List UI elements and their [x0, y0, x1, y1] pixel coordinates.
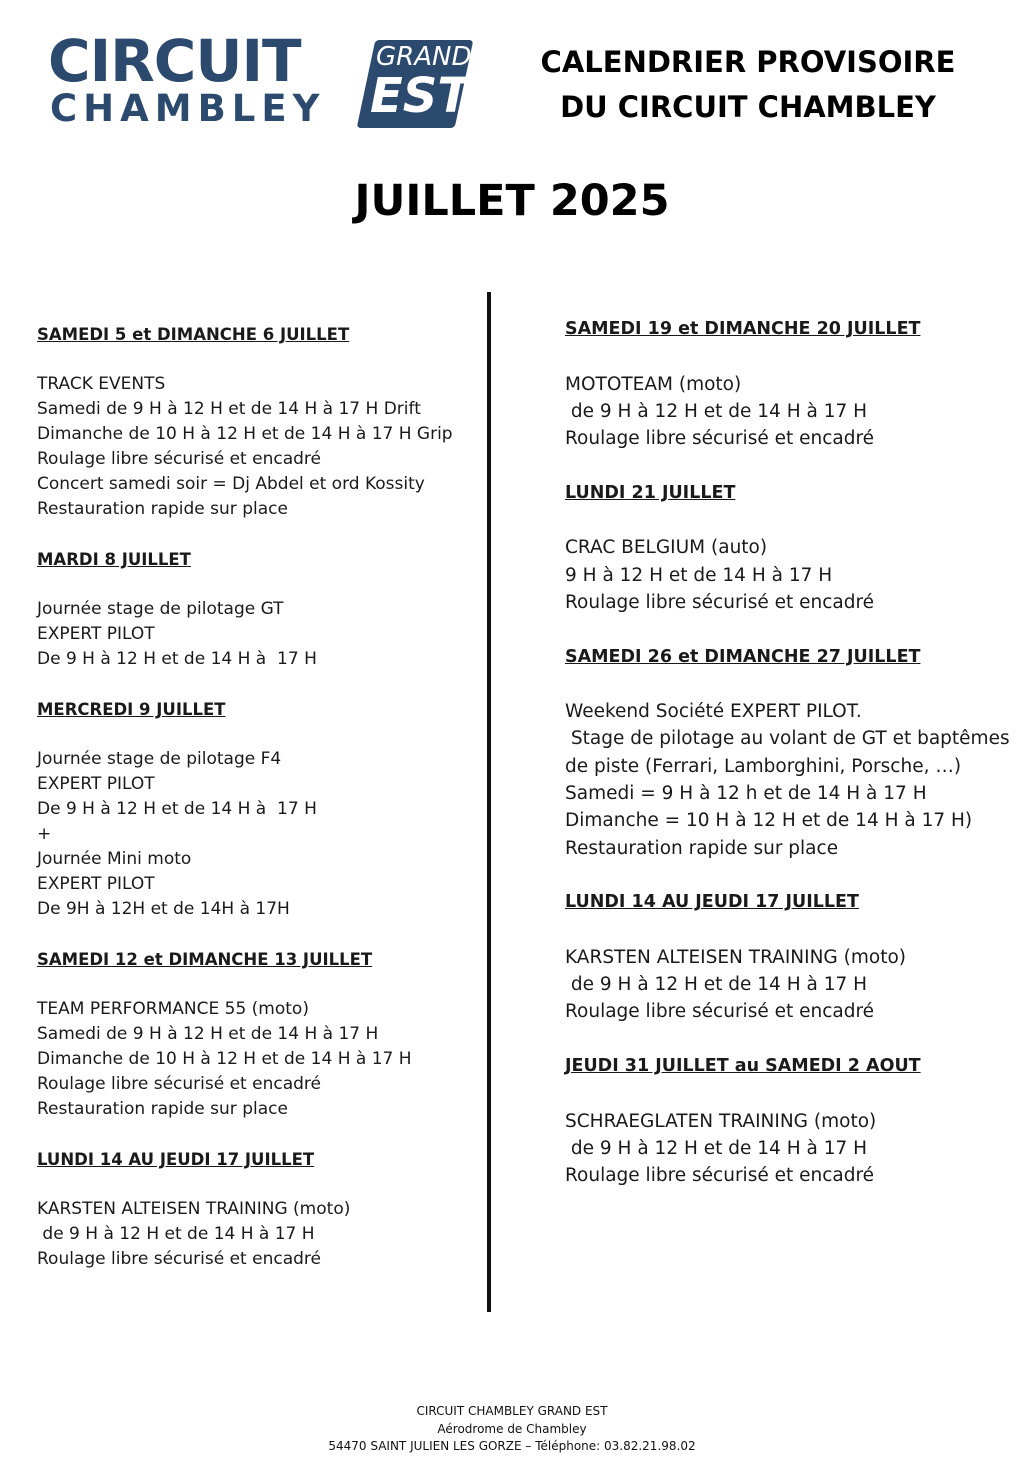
event-spacer: [37, 972, 477, 997]
logo-text-circuit: CIRCUIT: [48, 27, 301, 95]
event-detail-line: KARSTEN ALTEISEN TRAINING (moto): [37, 1199, 351, 1219]
event-spacer: [565, 616, 1005, 643]
event-spacer: [565, 862, 1005, 889]
left-column: [37, 322, 477, 1272]
event-spacer: [37, 522, 477, 547]
event-block: [37, 1147, 477, 1272]
event-detail-line: de 9 H à 12 H et de 14 H à 17 H: [565, 1137, 868, 1159]
event-detail-line: TEAM PERFORMANCE 55 (moto): [37, 999, 309, 1019]
event-detail-line: Dimanche = 10 H à 12 H et de 14 H à 17 H): [565, 810, 973, 832]
event-block: [565, 889, 1005, 1025]
event-block: [565, 1053, 1005, 1189]
event-block: [37, 547, 477, 672]
event-block: [565, 316, 1005, 452]
event-detail-line: Dimanche de 10 H à 12 H et de 14 H à 17 H Grip: [37, 424, 453, 444]
document-title-line-1: CALENDRIER PROVISOIRE: [540, 45, 956, 79]
event-detail-line: MOTOTEAM (moto): [565, 373, 742, 395]
event-detail-line: De 9 H à 12 H et de 14 H à 17 H: [37, 799, 317, 819]
event-detail-line: Roulage libre sécurisé et encadré: [565, 1001, 875, 1023]
event-detail-line: EXPERT PILOT: [37, 774, 155, 794]
event-block: [37, 697, 477, 922]
event-block: [565, 644, 1010, 862]
logo-text-grand: GRAND: [376, 42, 472, 72]
event-detail-line: SCHRAEGLATEN TRAINING (moto): [565, 1110, 877, 1132]
event-detail-line: de 9 H à 12 H et de 14 H à 17 H: [565, 400, 868, 422]
footer-line-1: CIRCUIT CHAMBLEY GRAND EST: [416, 1404, 608, 1418]
document-title-line-2: DU CIRCUIT CHAMBLEY: [560, 90, 936, 124]
event-detail-line: Samedi = 9 H à 12 h et de 14 H à 17 H: [565, 783, 927, 805]
event-detail-line: Journée stage de pilotage F4: [37, 749, 282, 769]
event-detail-line: TRACK EVENTS: [37, 374, 166, 394]
right-column: [565, 316, 1010, 1190]
event-date-heading: LUNDI 21 JUILLET: [565, 482, 736, 503]
event-detail-line: de 9 H à 12 H et de 14 H à 17 H: [37, 1224, 315, 1244]
event-spacer: [565, 671, 1005, 698]
event-detail-line: Roulage libre sécurisé et encadré: [37, 1249, 321, 1269]
event-detail-line: De 9H à 12H et de 14H à 17H: [37, 899, 290, 919]
event-date-heading: LUNDI 14 AU JEUDI 17 JUILLET: [565, 892, 859, 913]
event-spacer: [37, 722, 477, 747]
event-spacer: [37, 347, 477, 372]
event-spacer: [37, 1122, 477, 1147]
event-detail-line: Roulage libre sécurisé et encadré: [37, 1074, 321, 1094]
event-detail-line: 9 H à 12 H et de 14 H à 17 H: [565, 564, 833, 586]
logo-text-chambley: CHAMBLEY: [50, 87, 326, 130]
event-detail-line: Journée Mini moto: [37, 849, 192, 869]
footer-line-3: 54470 SAINT JULIEN LES GORZE – Téléphone: 03.82.21.98.02: [328, 1439, 696, 1453]
event-detail-line: de piste (Ferrari, Lamborghini, Porsche, …): [565, 755, 962, 777]
event-detail-line: EXPERT PILOT: [37, 874, 155, 894]
event-date-heading: SAMEDI 12 et DIMANCHE 13 JUILLET: [37, 950, 373, 969]
event-date-heading: LUNDI 14 AU JEUDI 17 JUILLET: [37, 1150, 315, 1169]
event-spacer: [565, 452, 1005, 479]
event-detail-line: Concert samedi soir = Dj Abdel et ord Kossity: [37, 474, 425, 494]
column-divider: [487, 292, 491, 1312]
event-date-heading: JEUDI 31 JUILLET au SAMEDI 2 AOUT: [565, 1056, 921, 1077]
event-detail-line: Roulage libre sécurisé et encadré: [565, 591, 875, 613]
event-spacer: [37, 672, 477, 697]
event-detail-line: Journée stage de pilotage GT: [37, 599, 284, 619]
event-detail-line: Roulage libre sécurisé et encadré: [565, 1165, 875, 1187]
event-detail-line: EXPERT PILOT: [37, 624, 155, 644]
event-date-heading: SAMEDI 26 et DIMANCHE 27 JUILLET: [565, 646, 921, 667]
event-detail-line: KARSTEN ALTEISEN TRAINING (moto): [565, 946, 906, 968]
event-block: [565, 480, 1005, 616]
event-block: [37, 947, 477, 1122]
event-date-heading: SAMEDI 19 et DIMANCHE 20 JUILLET: [565, 319, 921, 339]
footer: [0, 1403, 1024, 1456]
event-spacer: [37, 922, 477, 947]
event-detail-line: CRAC BELGIUM (auto): [565, 537, 768, 559]
event-detail-line: de 9 H à 12 H et de 14 H à 17 H: [565, 974, 868, 996]
event-spacer: [37, 572, 477, 597]
logo-text-est: EST: [370, 68, 471, 124]
event-detail-line: De 9 H à 12 H et de 14 H à 17 H: [37, 649, 317, 669]
event-detail-line: Restauration rapide sur place: [37, 499, 288, 519]
event-detail-line: Samedi de 9 H à 12 H et de 14 H à 17 H Drift: [37, 399, 421, 419]
circuit-chambley-logo: [48, 27, 472, 133]
document-title: [520, 40, 976, 130]
event-spacer: [565, 1080, 1005, 1107]
event-detail-line: Roulage libre sécurisé et encadré: [37, 449, 321, 469]
event-date-heading: SAMEDI 5 et DIMANCHE 6 JUILLET: [37, 325, 350, 344]
event-detail-line: Stage de pilotage au volant de GT et baptêmes: [565, 728, 1010, 750]
event-spacer: [565, 507, 1005, 534]
event-detail-line: Restauration rapide sur place: [37, 1099, 288, 1119]
event-detail-line: Restauration rapide sur place: [565, 837, 839, 859]
event-detail-line: Roulage libre sécurisé et encadré: [565, 428, 875, 450]
event-spacer: [565, 917, 1005, 944]
event-detail-line: Dimanche de 10 H à 12 H et de 14 H à 17 H: [37, 1049, 412, 1069]
event-date-heading: MERCREDI 9 JUILLET: [37, 700, 226, 719]
event-date-heading: MARDI 8 JUILLET: [37, 550, 191, 569]
event-block: [37, 322, 477, 522]
month-heading: JUILLET 2025: [354, 176, 670, 226]
footer-line-2: Aérodrome de Chambley: [437, 1421, 587, 1436]
event-spacer: [37, 1172, 477, 1197]
event-detail-line: Samedi de 9 H à 12 H et de 14 H à 17 H: [37, 1024, 379, 1044]
event-detail-line: Weekend Société EXPERT PILOT.: [565, 701, 862, 723]
event-detail-line: +: [37, 824, 52, 844]
event-spacer: [565, 343, 1005, 370]
event-spacer: [565, 1026, 1005, 1053]
